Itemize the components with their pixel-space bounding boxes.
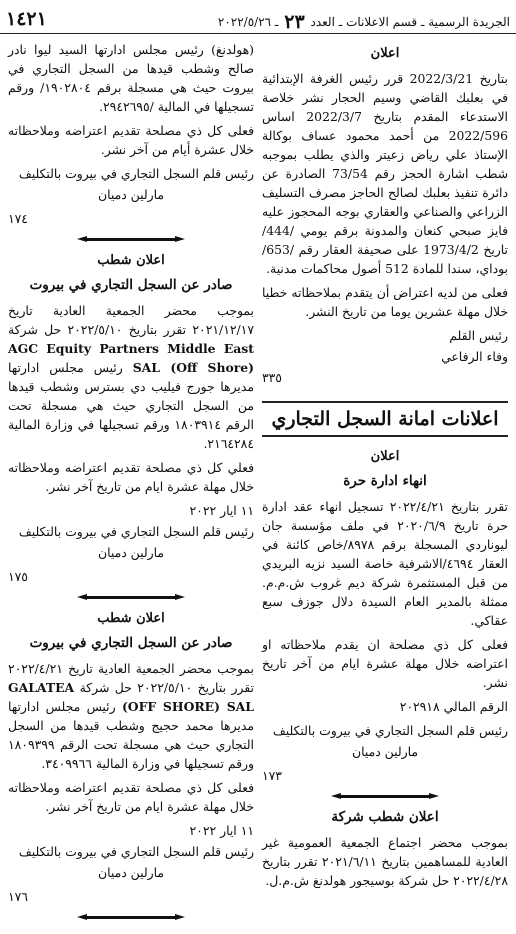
notice-335 [262,44,508,387]
notice-subtitle: صادر عن السجل التجاري في بيروت [29,635,233,651]
notice-objection: فعلي كل ذي مصلحة تقديم اعتراضه وملاحظاته خلال مهلة عشرة ايام من تاريخ آخر نشر. [8,460,254,494]
company-name: AGC Equity Partners Middle East SAL (Off Shore) [8,341,254,375]
notice-body-post: رئيس مجلس ادارتها مديرها محمد حجيج وشطب قيدها من السجل التجاري حيث هي مسجلة تحت الرقم ١٨٠٩٣٩٩ ورقم تسجيلها في وزارة المالية ٣٤٠٩٩٦٦. [8,699,254,771]
notice-number: ١٧٦ [8,889,28,904]
notice-title: اعلان [370,46,400,61]
company-name: GALATEA (OFF SHORE) SAL [8,680,254,714]
fiscal-number: الرقم المالي ٢٠٢٩١٨ [399,699,508,714]
left-column [8,40,254,929]
notice-title: اعلان شطب [97,611,165,626]
notice-174 [8,40,254,243]
signer-title: رئيس قلم السجل التجاري في بيروت بالتكليف [18,166,254,181]
signer-title: رئيس قلم السجل التجاري في بيروت بالتكليف [18,524,254,539]
page-number: ١٤٢١ [6,8,47,30]
notice-number: ١٧٤ [8,211,28,226]
notice-body-post: رئيس مجلس ادارتها مديرها جورج فيليب دي بسترس وشطب قيدها من السجل التجاري حيث هي مسجلة تحت الرقم ١٨٠٣٩١٤ ورقم تسجيلها في وزارة المالية ٢١٦٤٢٨٤. [8,360,255,451]
notice-title: اعلان شطب [97,253,165,268]
divider-ornament [87,914,175,921]
signer-title: رئيس قلم السجل التجاري في بيروت بالتكليف [272,723,508,738]
notice-body: بتاريخ 2022/3/21 قرر رئيس الغرفة الإبتدائية في بعلبك القاضي وسيم الحجار نشر خلاصة الاستدعاء المقدم بتاريخ 2022/3/7 اساس 2022/596 من أحمد محمود عساف بوكالة الإستاذ علي رياض زعيتر والذي يطلب بموجبه شطب اشارة الحجز رقم 73/54 الصادرة عن دائرة تنفيذ بعلبك لصالح الحاجز مصرف التسليف الزراعي والصناعي والعقاري بوجه المحجوز عليه فايز صبحي كنعان والمدونة برقم يومي /444/ تاريخ 1973/4/2 على صحيفة العقار رقم /653/ بوداي، سندا للمادة 512 أصول محاكمات مدنية. [262,71,509,276]
notice-company-dissolution [262,808,508,890]
notice-objection: فعلى كل ذي مصلحة تقديم اعتراضه وملاحظاته خلال مهلة عشرة ايام من تاريخ آخر نشر. [8,780,254,814]
notice-body: (هولدنغ) رئيس مجلس ادارتها السيد ليوا نادر صالح وشطب قيدها من السجل التجاري في بيروت حيث هي مسجلة برقم ١٩٠٢٨٠٤/ ورقم تسجيلها في المالية /٢٩٤٢٦٩٥. [8,42,254,114]
issue-number: ٢٣ [284,11,305,33]
notice-number: ٣٣٥ [262,370,282,385]
notice-title: اعلان [370,449,400,464]
signer-name: مارلين دميان [97,545,165,560]
signer-name: وفاء الرفاعي [441,349,508,364]
notice-date: ١١ ايار ٢٠٢٢ [189,503,254,518]
signer-name: مارلين دميان [97,865,165,880]
notice-body: تقرر بتاريخ ٢٠٢٢/٤/٢١ تسجيل انهاء عقد ادارة حرة تاريخ ٢٠٢٠/٦/٩ في ملف مؤسسة جان ليوناردي المسجلة برقم ٨٩٧٨/خاص كائنة في العقار ٤٦٩٤/الاشرفية خاصة السيد نزيه البريدي من قبل المستثمرة شركة ديم غروب ش.م.م. ممثلة بالمدير العام السيدة دلال جوزف سبع عقاكي. [262,499,509,628]
page-header [0,0,516,34]
notice-173 [262,447,508,800]
notice-body-pre: بموجب محضر الجمعية العادية تاريخ ٢٠٢٢/٤/٢١ تقرر بتاريخ ٢٠٢٢/٥/١٠ حل شركة [8,661,254,695]
signer-name: مارلين دميان [97,187,165,202]
notice-title: اعلان شطب شركة [331,809,439,825]
divider-ornament [87,236,175,243]
notice-objection: فعلى كل ذي مصلحة تقديم اعتراضه وملاحظاته خلال عشرة أيام من آخر نشر. [8,123,254,157]
notice-body: بموجب محضر اجتماع الجمعية العمومية غير العادية للمساهمين بتاريخ ٢٠٢١/٦/١١ تقرر بتاريخ ٢٠٢٢/٤/٢٨ حل شركة بوسيجور هولدنغ ش.م.ل. [262,835,509,888]
notice-number: ١٧٣ [262,768,282,783]
divider-ornament [87,594,175,601]
divider-ornament [341,793,429,800]
notice-number: ١٧٥ [8,569,28,584]
notice-body [8,659,254,773]
signer-name: مارلين دميان [351,744,419,759]
signer-title: رئيس قلم السجل التجاري في بيروت بالتكليف [18,844,254,859]
header-title [218,11,510,33]
signer-title: رئيس القلم [449,328,508,343]
notice-subtitle: انهاء ادارة حرة [343,473,427,489]
notice-body [8,301,254,453]
right-column [262,40,508,895]
header-date: ـ ٢٠٢٢/٥/٢٦ [217,15,279,29]
notice-176 [8,609,254,921]
notice-objection: فعلى كل ذي مصلحة ان يقدم ملاحظاته او اعتراضه خلال مهلة عشرة ايام من آخر تاريخ نشر. [262,637,508,690]
notice-objection: فعلى من لديه اعتراض أن يتقدم بملاحظاته خطيا خلال مهلة عشرين يوما من تاريخ النشر. [262,285,508,319]
notice-body-pre: بموجب محضر الجمعية العادية تاريخ ٢٠٢١/١٢/١٧ تقرر بتاريخ ٢٠٢٢/٥/١٠ حل شركة [8,303,254,337]
notice-subtitle: صادر عن السجل التجاري في بيروت [29,277,233,293]
section-title: اعلانات امانة السجل التجاري [262,401,508,437]
notice-175 [8,251,254,601]
header-title-pre: الجريدة الرسمية ـ قسم الاعلانات ـ العدد [310,15,510,29]
notice-date: ١١ ايار ٢٠٢٢ [189,823,254,838]
